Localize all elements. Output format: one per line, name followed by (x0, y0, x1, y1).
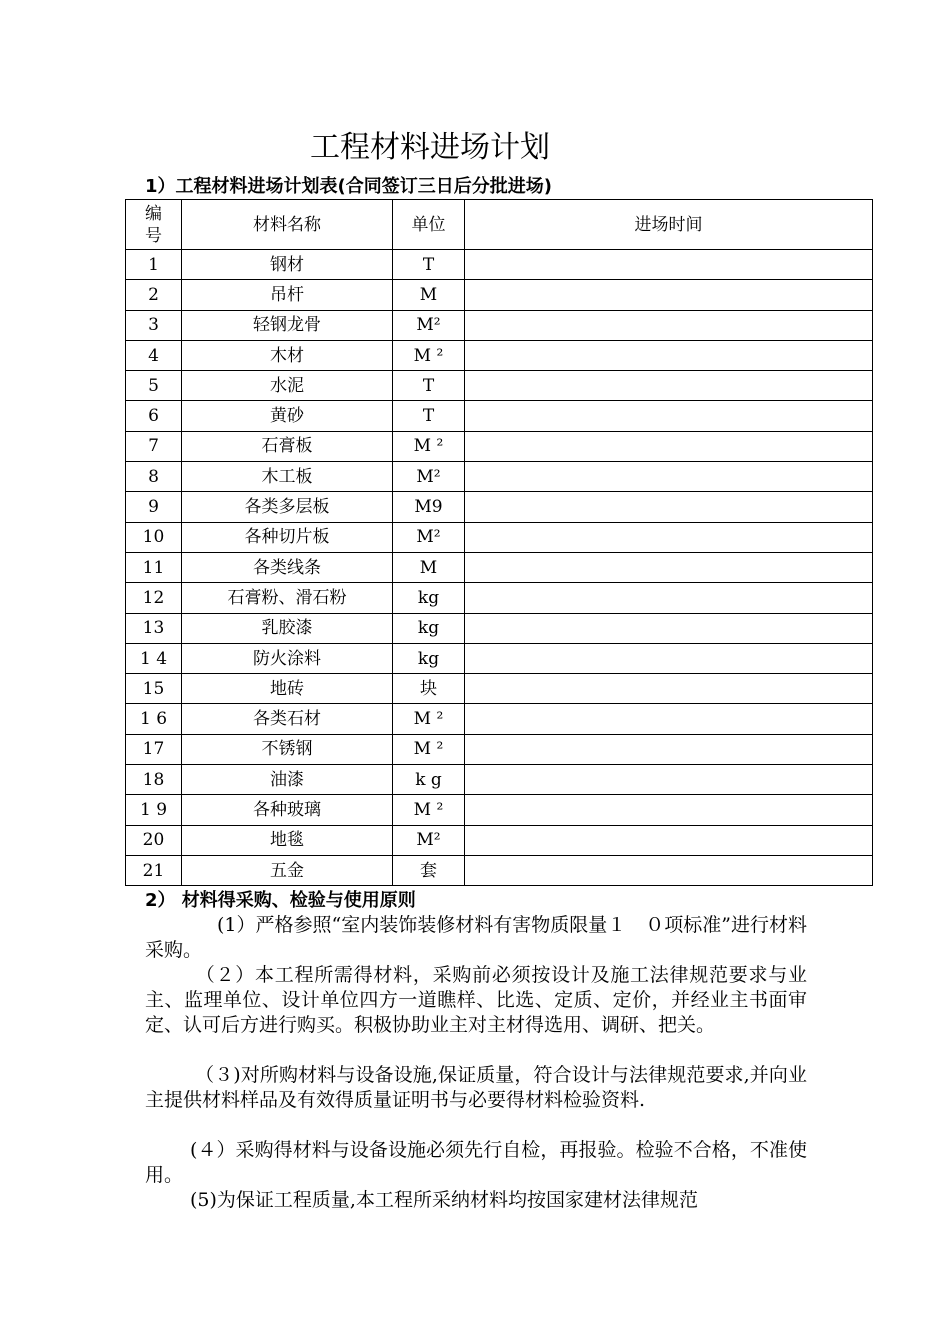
cell-time (465, 250, 873, 280)
cell-name: 木材 (182, 340, 393, 370)
paragraph-3: （３)对所购材料与设备设施,保证质量，符合设计与法律规范要求,并向业主提供材料样品及有效得质量证明书与必要得材料检验资料. (145, 1064, 807, 1111)
cell-name: 各类石材 (182, 704, 393, 734)
cell-name: 不锈钢 (182, 734, 393, 764)
cell-name: 木工板 (182, 462, 393, 492)
table-row (126, 371, 873, 401)
table-row (126, 522, 873, 552)
table-row (126, 310, 873, 340)
table-row (126, 583, 873, 613)
cell-no: 4 (126, 340, 182, 370)
cell-no: 17 (126, 734, 182, 764)
page-title: 工程材料进场计划 (310, 130, 550, 165)
cell-no: 21 (126, 855, 182, 885)
cell-time (465, 462, 873, 492)
cell-name: 石膏粉、滑石粉 (182, 583, 393, 613)
cell-no: 6 (126, 401, 182, 431)
cell-name: 地毯 (182, 825, 393, 855)
cell-name: 黄砂 (182, 401, 393, 431)
cell-name: 各类线条 (182, 552, 393, 582)
cell-time (465, 855, 873, 885)
cell-unit: M (393, 552, 465, 582)
cell-unit: T (393, 250, 465, 280)
section-heading-principles: 2） 材料得采购、检验与使用原则 (145, 890, 416, 911)
cell-no: 1 9 (126, 795, 182, 825)
cell-unit: M ² (393, 704, 465, 734)
table-row (126, 492, 873, 522)
cell-time (465, 613, 873, 643)
header-time: 进场时间 (465, 200, 873, 250)
cell-unit: T (393, 371, 465, 401)
table-row (126, 855, 873, 885)
paragraph-5: (5)为保证工程质量,本工程所采纳材料均按国家建材法律规范 (190, 1189, 698, 1211)
material-plan-table (125, 199, 873, 886)
cell-time (465, 492, 873, 522)
cell-unit: kg (393, 583, 465, 613)
table-row (126, 613, 873, 643)
cell-time (465, 734, 873, 764)
cell-time (465, 340, 873, 370)
cell-time (465, 431, 873, 461)
cell-unit: M9 (393, 492, 465, 522)
paragraph-1: (1）严格参照“室内装饰装修材料有害物质限量１ ０项标准”进行材料采购。 (145, 914, 807, 961)
table-row (126, 462, 873, 492)
table-header-row (126, 200, 873, 250)
table-row (126, 340, 873, 370)
cell-time (465, 643, 873, 673)
table-row (126, 401, 873, 431)
cell-no: 1 (126, 250, 182, 280)
paragraph-2: （２）本工程所需得材料，采购前必须按设计及施工法律规范要求与业主、监理单位、设计单位四方一道瞧样、比选、定质、定价，并经业主书面审定、认可后方进行购买。积极协助业主对主材得选用、调研、把关。 (145, 964, 807, 1036)
cell-name: 各类多层板 (182, 492, 393, 522)
cell-name: 五金 (182, 855, 393, 885)
cell-name: 各种玻璃 (182, 795, 393, 825)
cell-name: 各种切片板 (182, 522, 393, 552)
section-heading-plan-table: 1）工程材料进场计划表(合同签订三日后分批进场) (145, 176, 552, 197)
cell-name: 轻钢龙骨 (182, 310, 393, 340)
cell-unit: kg (393, 643, 465, 673)
cell-no: 11 (126, 552, 182, 582)
table-row (126, 250, 873, 280)
cell-time (465, 310, 873, 340)
cell-unit: M² (393, 310, 465, 340)
cell-name: 钢材 (182, 250, 393, 280)
table-row (126, 552, 873, 582)
cell-unit: M² (393, 462, 465, 492)
cell-name: 水泥 (182, 371, 393, 401)
cell-time (465, 704, 873, 734)
cell-no: 18 (126, 765, 182, 795)
paragraph-4: (４）采购得材料与设备设施必须先行自检，再报验。检验不合格，不准使用。 (145, 1139, 807, 1186)
cell-unit: M² (393, 522, 465, 552)
table-row (126, 825, 873, 855)
cell-no: 1 4 (126, 643, 182, 673)
cell-unit: M² (393, 825, 465, 855)
cell-no: 10 (126, 522, 182, 552)
cell-no: 5 (126, 371, 182, 401)
cell-unit: M ² (393, 431, 465, 461)
cell-no: 3 (126, 310, 182, 340)
cell-time (465, 583, 873, 613)
table-row (126, 280, 873, 310)
cell-unit: 块 (393, 674, 465, 704)
header-name: 材料名称 (182, 200, 393, 250)
table-row (126, 674, 873, 704)
cell-unit: k g (393, 765, 465, 795)
cell-name: 油漆 (182, 765, 393, 795)
cell-no: 9 (126, 492, 182, 522)
cell-name: 防火涂料 (182, 643, 393, 673)
cell-time (465, 674, 873, 704)
table-row (126, 795, 873, 825)
cell-name: 吊杆 (182, 280, 393, 310)
cell-no: 12 (126, 583, 182, 613)
cell-time (465, 371, 873, 401)
cell-name: 乳胶漆 (182, 613, 393, 643)
cell-unit: M (393, 280, 465, 310)
cell-unit: M ² (393, 795, 465, 825)
cell-no: 8 (126, 462, 182, 492)
cell-no: 7 (126, 431, 182, 461)
cell-unit: T (393, 401, 465, 431)
header-no: 编号 (126, 200, 182, 250)
cell-unit: kg (393, 613, 465, 643)
cell-unit: 套 (393, 855, 465, 885)
cell-time (465, 401, 873, 431)
cell-name: 石膏板 (182, 431, 393, 461)
cell-no: 15 (126, 674, 182, 704)
cell-time (465, 825, 873, 855)
cell-no: 13 (126, 613, 182, 643)
cell-no: 20 (126, 825, 182, 855)
cell-no: 1 6 (126, 704, 182, 734)
table-row (126, 431, 873, 461)
cell-name: 地砖 (182, 674, 393, 704)
cell-time (465, 280, 873, 310)
header-unit: 单位 (393, 200, 465, 250)
cell-time (465, 765, 873, 795)
cell-time (465, 795, 873, 825)
cell-unit: M ² (393, 340, 465, 370)
table-row (126, 765, 873, 795)
table-row (126, 704, 873, 734)
cell-time (465, 552, 873, 582)
table-row (126, 734, 873, 764)
table-row (126, 643, 873, 673)
cell-no: 2 (126, 280, 182, 310)
cell-time (465, 522, 873, 552)
cell-unit: M ² (393, 734, 465, 764)
